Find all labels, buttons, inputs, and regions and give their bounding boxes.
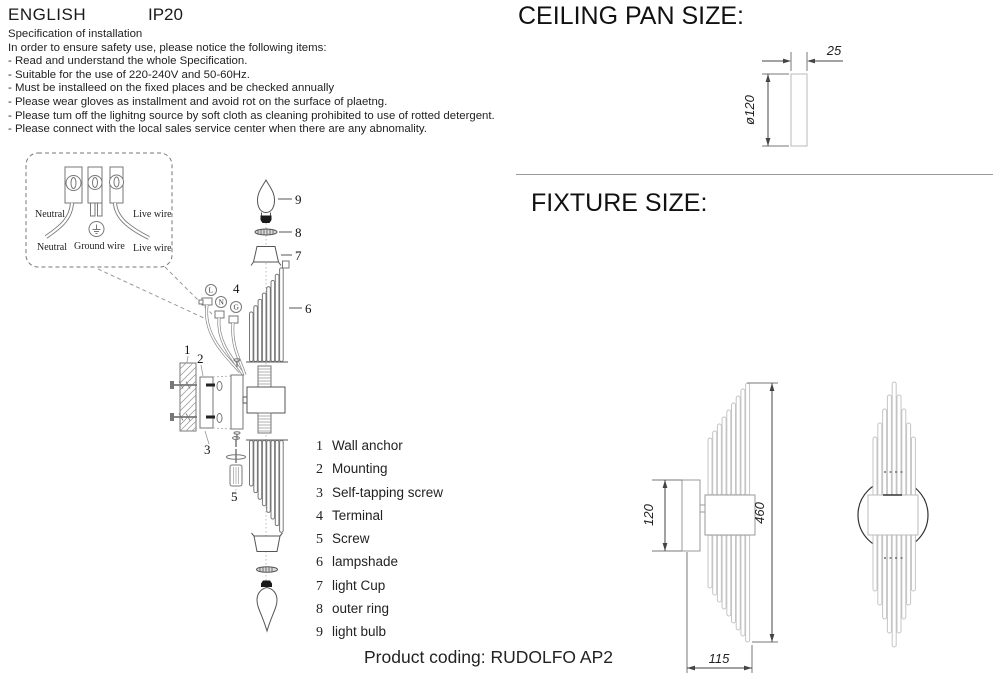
- pan-width-value: 25: [826, 43, 842, 58]
- diameter-dimension: [742, 74, 789, 146]
- callout-7: 7: [295, 248, 302, 263]
- callout-pointer-line: [165, 267, 212, 314]
- spec-line: - Must be installeed on the fixed places and be checked annually: [8, 82, 335, 95]
- width-dimension: [762, 43, 843, 71]
- part-row: [312, 461, 443, 484]
- product-coding: Product coding: RUDOLFO AP2: [364, 647, 613, 667]
- total-height-dimension: [747, 383, 778, 642]
- part-number: 2: [316, 462, 323, 478]
- part-label: light bulb: [332, 624, 387, 640]
- part-label: Wall anchor: [332, 438, 403, 453]
- leader-2: [201, 365, 203, 376]
- ceiling-pan-profile: [791, 74, 807, 146]
- part-label: light Cup: [332, 577, 386, 593]
- ground-symbol-icon: [89, 222, 104, 237]
- side-wall-plate: [682, 480, 700, 551]
- part-row: [312, 531, 443, 554]
- spec-line: - Please wear gloves as installment and avoid rot on the surface of plaetng.: [8, 95, 388, 108]
- live-bottom-label: Live wire: [133, 243, 172, 254]
- part-number: 5: [316, 532, 323, 548]
- spec-line: Specification of installation: [8, 28, 143, 40]
- callout-8: 8: [295, 225, 302, 240]
- part-number: 9: [316, 625, 323, 641]
- lampshade-lower: [246, 440, 288, 532]
- fixture-drawing: [615, 355, 1000, 690]
- fixture-front-view: [858, 382, 928, 647]
- spec-line: - Please connect with the local sales service center when there are any abnomality.: [8, 123, 427, 136]
- part-number: 3: [316, 485, 323, 501]
- ceiling-pan-drawing: [740, 30, 940, 175]
- part-row: [312, 438, 443, 461]
- live-top-label: Live wire: [133, 209, 172, 220]
- light-bulb-top: [258, 180, 275, 223]
- part-row: [312, 485, 443, 508]
- spec-line: - Please tum off the lighitng source by soft cloth as cleaning prohibited to use of rotted detergent.: [8, 109, 495, 122]
- part-row: [312, 554, 443, 577]
- part-label: Self-tapping screw: [332, 484, 444, 500]
- part-number: 7: [316, 578, 323, 594]
- outer-ring-top: [255, 229, 277, 235]
- language-label: ENGLISH: [8, 5, 87, 24]
- callout-pointer-line: [98, 269, 206, 319]
- installation-diagram: [0, 150, 340, 690]
- fixing-screw: [226, 437, 246, 487]
- pan-diameter-value: ø120: [742, 95, 757, 125]
- fixture-side-view: [641, 383, 778, 673]
- part-number: 4: [316, 508, 323, 524]
- side-lower-tubes: [708, 535, 750, 642]
- neutral-bottom-label: Neutral: [37, 242, 67, 253]
- parts-list: [312, 438, 443, 648]
- part-number: 6: [316, 555, 323, 571]
- spec-line: - Suitable for the use of 220-240V and 50-60Hz.: [8, 68, 250, 81]
- terminal-block-neutral: [65, 167, 82, 203]
- callout-4: 4: [233, 281, 240, 296]
- fixture-size-title: FIXTURE SIZE:: [531, 189, 708, 217]
- lamp-body: [243, 366, 285, 433]
- light-bulb-bottom: [257, 581, 277, 632]
- ceiling-pan-size-title: CEILING PAN SIZE:: [518, 2, 744, 30]
- spec-line: - Read and understand the whole Specification.: [8, 55, 248, 68]
- callout-2: 2: [197, 351, 204, 366]
- part-number: 1: [316, 439, 323, 454]
- callout-3: 3: [204, 442, 211, 457]
- terminal-g-label: G: [233, 302, 239, 312]
- spec-line: In order to ensure safety use, please notice the following items:: [8, 41, 327, 54]
- side-body: [705, 495, 755, 535]
- mounting-plate: [200, 376, 231, 429]
- neutral-top-label: Neutral: [35, 209, 65, 220]
- part-label: Mounting: [332, 461, 388, 477]
- terminal-block-ground: [88, 167, 102, 216]
- terminal-block-live: [110, 167, 124, 203]
- part-label: lampshade: [332, 554, 399, 570]
- depth-value: 115: [708, 651, 730, 666]
- plate-height-value: 120: [641, 504, 656, 526]
- side-upper-tubes: [708, 383, 750, 495]
- terminal-n-label: N: [218, 297, 224, 307]
- part-row: [312, 624, 443, 647]
- light-cup-bottom: [252, 533, 283, 552]
- specification-block: [8, 28, 548, 137]
- wall-section: [180, 363, 196, 431]
- lampshade-upper: [246, 261, 289, 362]
- light-cup-top: [251, 247, 281, 266]
- part-row: [312, 508, 443, 531]
- outer-ring-bottom: [257, 567, 278, 573]
- terminal-l-label: L: [208, 285, 214, 295]
- part-row: [312, 578, 443, 601]
- part-label: outer ring: [332, 601, 390, 617]
- callout-9: 9: [295, 192, 302, 207]
- ip-rating-label: IP20: [148, 5, 183, 24]
- ground-label: Ground wire: [74, 241, 125, 252]
- total-height-value: 460: [752, 502, 767, 524]
- part-row: [312, 601, 443, 624]
- callout-1: 1: [184, 342, 191, 357]
- part-label: Terminal: [332, 507, 384, 523]
- callout-6: 6: [305, 301, 312, 316]
- part-number: 8: [316, 602, 323, 618]
- part-label: Screw: [332, 531, 370, 547]
- wiring-callout: [26, 153, 172, 267]
- callout-5: 5: [231, 489, 238, 504]
- front-body: [868, 495, 918, 535]
- plate-height-dimension: [641, 480, 682, 551]
